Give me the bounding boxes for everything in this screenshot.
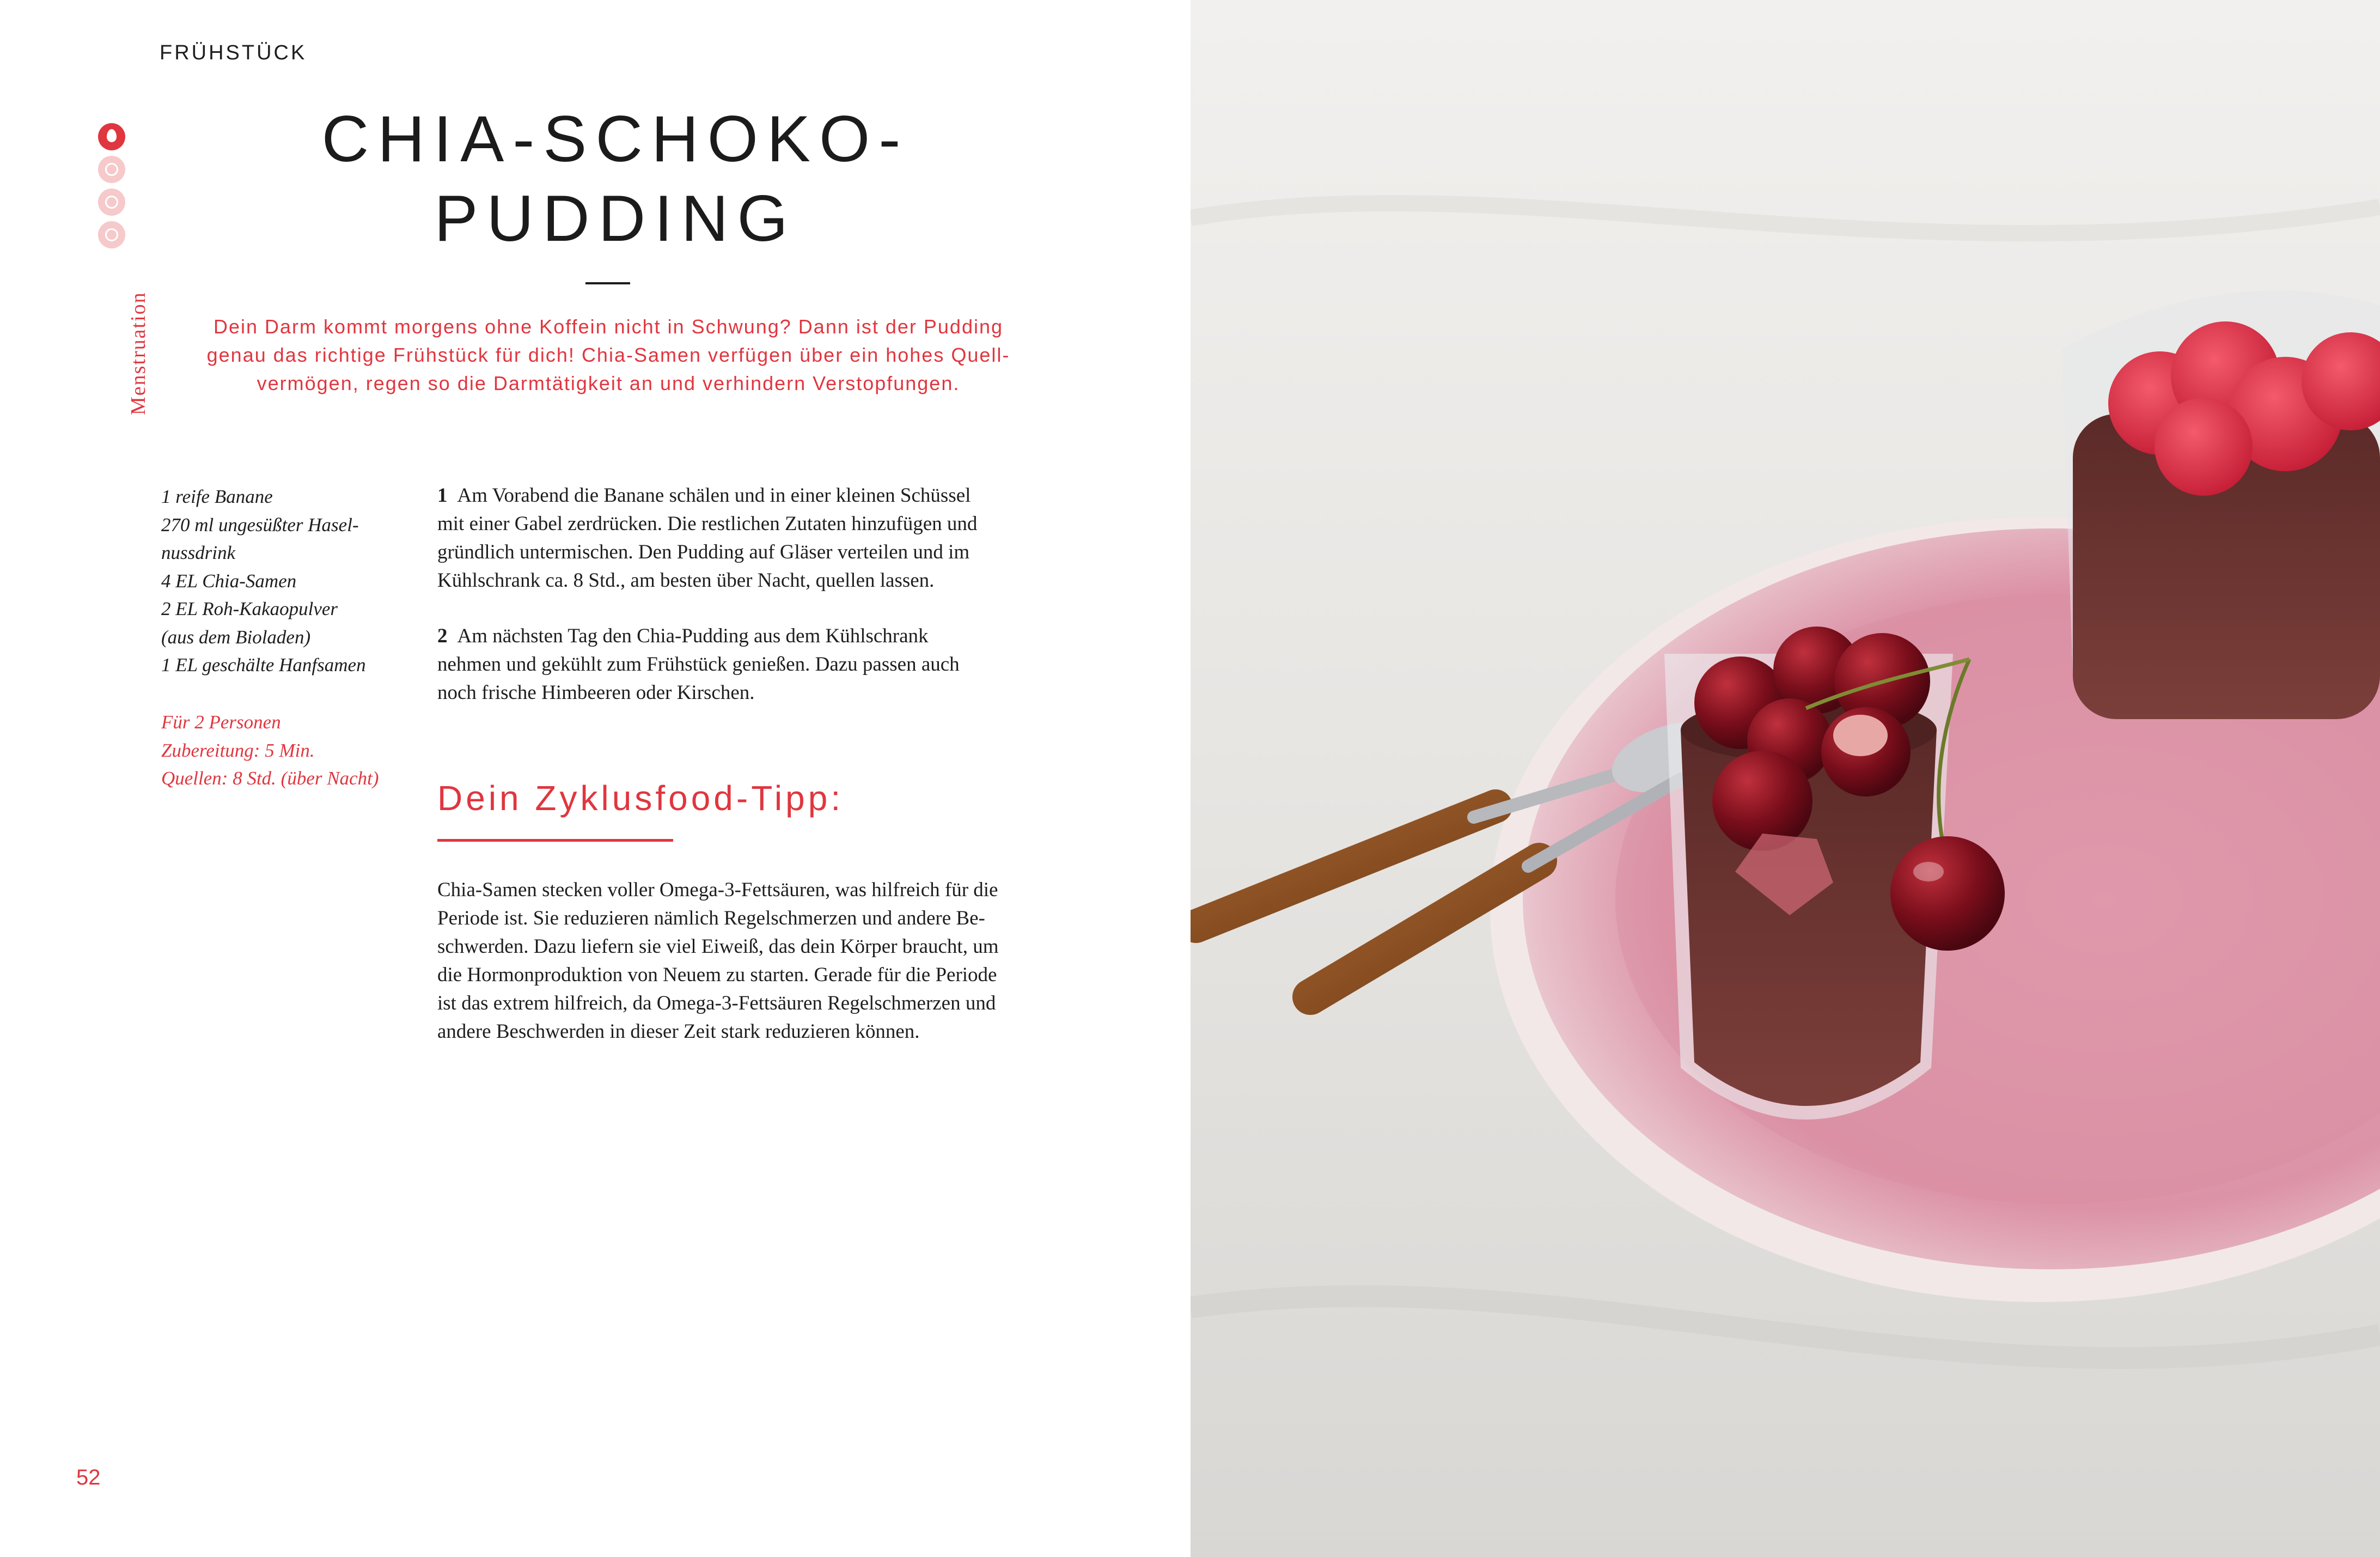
tip-line: schwerden. Dazu liefern sie viel Eiweiß, das dein Körper braucht, um [437, 935, 999, 958]
ingredient-item: 270 ml ungesüßter Hasel- [161, 514, 359, 536]
step-line: Kühlschrank ca. 8 Std., am besten über Nacht, quellen lassen. [437, 569, 935, 592]
step-2 [437, 622, 1080, 707]
flower-icon [98, 221, 125, 248]
step-line: gründlich untermischen. Den Pudding auf Gläser verteilen und im [437, 541, 970, 563]
step-line: Am Vorabend die Banane schälen und in einer kleinen Schüssel [457, 484, 971, 507]
page-number: 52 [76, 1465, 101, 1489]
title-divider [585, 282, 630, 284]
tip-line: ist das extrem hilfreich, da Omega-3-Fettsäuren Regelschmerzen und [437, 992, 996, 1014]
step-line: nehmen und gekühlt zum Frühstück genießen. Dazu passen auch [437, 653, 960, 676]
recipe-title-line: CHIA-SCHOKO- [321, 102, 910, 175]
food-photo [1191, 0, 2380, 1557]
phase-label: Menstruation [127, 291, 150, 415]
intro-line: genau das richtige Frühstück für dich! Chia-Samen verfügen über ein hohes Quell- [206, 344, 1010, 366]
step-line: Am nächsten Tag den Chia-Pudding aus dem Kühlschrank [457, 625, 929, 647]
ingredient-item: 2 EL Roh-Kakaopulver [161, 598, 338, 619]
recipe-intro [163, 313, 1053, 398]
tip-line: Periode ist. Sie reduzieren nämlich Regelschmerzen und andere Be- [437, 907, 985, 929]
pudding-photo-illustration [1191, 0, 2380, 1557]
recipe-title-line: PUDDING [434, 182, 797, 255]
ingredients-list [161, 483, 412, 679]
ingredient-item: (aus dem Bioladen) [161, 626, 311, 648]
recipe-meta [161, 708, 412, 793]
step-number: 2 [437, 625, 448, 647]
tip-line: Chia-Samen stecken voller Omega-3-Fettsäuren, was hilfreich für die [437, 879, 998, 901]
cycle-phase-icons [98, 123, 129, 254]
step-line: mit einer Gabel zerdrücken. Die restlichen Zutaten hinzufügen und [437, 513, 978, 535]
intro-line: Dein Darm kommt morgens ohne Koffein nicht in Schwung? Dann ist der Pudding [213, 315, 1004, 338]
tip-line: die Hormonproduktion von Neuem zu starten. Gerade für die Periode [437, 964, 997, 986]
ingredient-item: 1 EL geschälte Hanfsamen [161, 654, 366, 676]
step-1 [437, 482, 1080, 595]
drop-icon [98, 123, 125, 150]
step-line: noch frische Himbeeren oder Kirschen. [437, 682, 755, 704]
ingredient-item: 4 EL Chia-Samen [161, 570, 297, 592]
ingredient-item: nussdrink [161, 542, 236, 563]
dot-icon [98, 156, 125, 183]
recipe-title [272, 99, 959, 258]
ingredient-item: 1 reife Banane [161, 486, 273, 507]
tip-line: andere Beschwerden in dieser Zeit stark reduzieren können. [437, 1020, 920, 1043]
servings: Für 2 Personen [161, 711, 281, 733]
tip-text [437, 876, 1080, 1046]
section-label: FRÜHSTÜCK [160, 41, 307, 64]
intro-line: vermögen, regen so die Darmtätigkeit an und verhindern Verstopfungen. [257, 372, 960, 394]
tip-heading: Dein Zyklusfood-Tipp: [437, 778, 844, 818]
tip-divider [437, 839, 673, 842]
circle-icon [98, 188, 125, 216]
prep-time: Zubereitung: 5 Min. [161, 739, 315, 761]
step-number: 1 [437, 484, 448, 507]
soak-time: Quellen: 8 Std. (über Nacht) [161, 768, 379, 789]
